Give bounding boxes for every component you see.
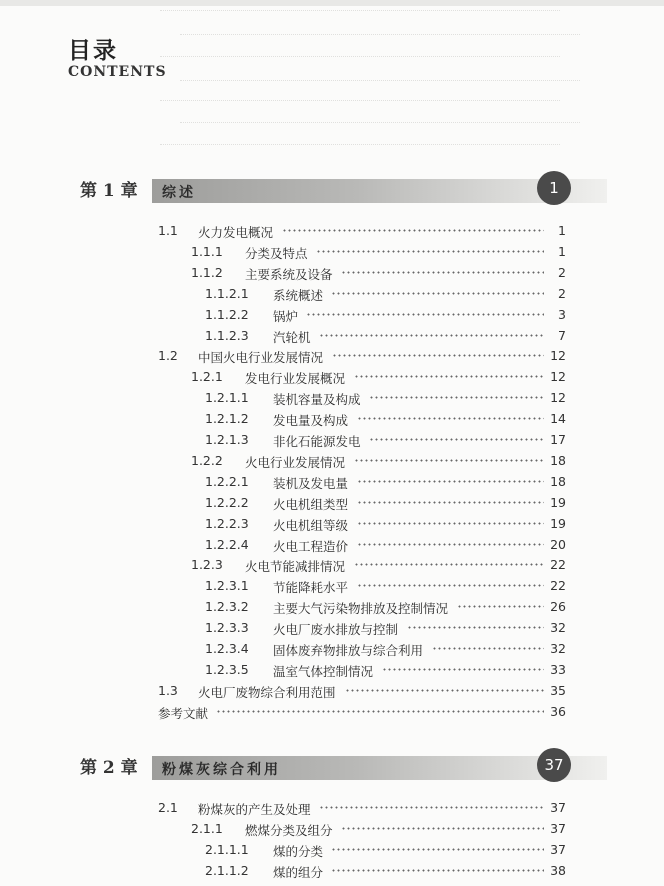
toc-entry[interactable] [0,223,664,241]
toc-entry-title: 节能降耗水平 [273,580,349,596]
toc-entry-number: 1.1.2.2 [205,306,249,322]
toc-entry[interactable] [0,432,664,450]
toc-entry[interactable] [0,265,664,283]
toc-entry[interactable] [0,328,664,346]
toc-entry-number: 1.2.3.3 [205,620,249,636]
toc-leader-dots [341,271,544,274]
toc-entry-title: 火电厂废水排放与控制 [273,622,399,638]
toc-entry-number: 2.1.1.1 [205,841,249,857]
toc-entry-number: 1.2.3.2 [205,599,249,615]
toc-entry-number: 1.2.1.3 [205,432,249,447]
toc-entry-number: 1.1.2.1 [205,285,249,301]
toc-page-number: 3 [558,306,566,322]
toc-entry-title: 煤的组分 [273,864,324,880]
toc-entry[interactable] [0,800,664,818]
toc-entry-title: 分类及特点 [245,245,308,261]
toc-entry-number: 1.2.3.4 [205,641,249,656]
bleed-through-line [160,56,560,58]
toc-leader-dots [331,869,544,872]
toc-entry-title: 发电行业发展概况 [245,371,346,387]
chapter-heading [72,748,632,782]
toc-page-number: 12 [550,348,566,364]
toc-page-number: 7 [558,327,566,343]
toc-entry[interactable] [0,369,664,387]
toc-leader-dots [357,543,544,546]
toc-entry[interactable] [0,244,664,262]
toc-page-number: 37 [550,820,566,836]
toc-entry[interactable] [0,704,664,722]
toc-entry[interactable] [0,683,664,701]
toc-entry-number: 1.2.2 [191,452,223,468]
chapter-label: 第 1 章 [80,181,138,201]
toc-entry-title: 锅炉 [273,308,299,324]
toc-page-number: 18 [550,452,566,468]
toc-leader-dots [345,689,544,692]
toc-entry-number: 1.1.2 [191,264,223,280]
toc-entry-number: 1.2.2.4 [205,536,249,552]
toc-entry[interactable] [0,411,664,429]
top-scan-strip [0,0,664,6]
toc-leader-dots [331,292,544,295]
toc-entry-number: 1.2.3.5 [205,661,249,677]
toc-leader-dots [357,417,544,420]
chapter-heading [72,171,632,205]
toc-entry-title: 粉煤灰的产生及处理 [198,802,311,817]
chapter-page-badge: 1 [537,171,571,205]
chapter-title: 粉煤灰综合利用 [162,762,281,778]
toc-entry[interactable] [0,307,664,325]
toc-entry[interactable] [0,516,664,534]
toc-entry[interactable] [0,495,664,513]
toc-page-number: 37 [550,841,566,857]
chapter-page-badge: 37 [537,748,571,782]
toc-page-number: 32 [550,641,566,656]
toc-page-number: 17 [550,432,566,447]
toc-page-number: 12 [550,369,566,385]
toc-page-number: 2 [558,264,566,280]
toc-entry-title: 装机容量及构成 [273,392,361,408]
toc-entry[interactable] [0,557,664,575]
toc-leader-dots [332,354,544,357]
toc-page-number: 22 [550,578,566,594]
toc-page-number: 19 [550,515,566,531]
toc-entry-title: 发电量及构成 [273,413,349,429]
toc-leader-dots [282,229,544,232]
toc-leader-dots [432,647,544,650]
toc-entry-title: 参考文献 [158,705,209,721]
toc-leader-dots [319,806,544,809]
toc-entry-number: 1.2.3.1 [205,578,249,594]
bleed-through-line [180,122,580,124]
toc-leader-dots [216,710,544,713]
toc-entry-title: 火力发电概况 [198,225,274,240]
toc-entry[interactable] [0,578,664,596]
toc-leader-dots [457,605,544,608]
toc-entry-number: 1.2.3 [191,557,223,573]
toc-leader-dots [306,313,544,316]
toc-page-number: 19 [550,494,566,510]
toc-entry-number: 1.2 [158,348,178,364]
toc-entry[interactable] [0,599,664,617]
toc-entry-number: 1.2.2.2 [205,494,249,510]
toc-entry-title: 系统概述 [273,287,324,303]
toc-entry-number: 1.1.2.3 [205,327,249,343]
toc-page-number: 33 [550,661,566,677]
bleed-through-line [180,80,580,82]
toc-page-number: 36 [550,703,566,719]
toc-entry-number: 2.1.1 [191,820,223,836]
page-title: 目录 [68,38,118,64]
toc-entry-title: 温室气体控制情况 [273,663,374,679]
toc-page-number: 18 [550,473,566,489]
toc-page-number: 35 [550,682,566,698]
toc-entry-title: 非化石能源发电 [273,434,361,449]
toc-leader-dots [357,522,544,525]
toc-entry-title: 火电机组类型 [273,496,349,512]
toc-entry[interactable] [0,453,664,471]
toc-entry[interactable] [0,620,664,638]
toc-leader-dots [341,827,544,830]
toc-entry-title: 火电工程造价 [273,538,349,554]
toc-entry-title: 燃煤分类及组分 [245,822,333,838]
toc-entry-number: 1.1 [158,223,178,238]
toc-entry-number: 2.1.1.2 [205,862,249,878]
toc-entry[interactable] [0,863,664,881]
bleed-through-line [180,34,580,36]
toc-entry[interactable] [0,390,664,408]
toc-entry-title: 火电行业发展情况 [245,454,346,470]
toc-leader-dots [357,501,544,504]
toc-entry-number: 1.2.1.2 [205,411,249,427]
toc-entry-number: 1.2.1.1 [205,390,249,406]
toc-page-number: 38 [550,862,566,878]
toc-entry[interactable] [0,821,664,839]
toc-entry[interactable] [0,842,664,860]
bleed-through-line [160,144,560,146]
toc-entry-title: 汽轮机 [273,329,311,345]
toc-leader-dots [382,668,544,671]
toc-page-number: 20 [550,536,566,552]
page-subtitle: CONTENTS [68,64,167,80]
chapter-title: 综述 [162,185,196,201]
bleed-through-line [160,100,560,102]
toc-leader-dots [369,438,544,441]
toc-entry[interactable] [0,348,664,366]
toc-entry-number: 1.3 [158,682,178,698]
toc-leader-dots [316,250,544,253]
toc-entry-number: 1.2.2.1 [205,473,249,489]
toc-page-number: 26 [550,599,566,615]
toc-leader-dots [357,584,544,587]
toc-entry[interactable] [0,537,664,555]
toc-entry[interactable] [0,474,664,492]
toc-entry-title: 煤的分类 [273,843,324,859]
toc-entry-number: 1.1.1 [191,243,223,259]
toc-leader-dots [319,334,544,337]
toc-page-number: 22 [550,557,566,573]
toc-entry-title: 中国火电行业发展情况 [198,350,324,366]
toc-entry-title: 装机及发电量 [273,475,349,491]
toc-entry-number: 2.1 [158,800,178,815]
toc-leader-dots [369,396,544,399]
toc-leader-dots [357,480,544,483]
toc-leader-dots [407,626,544,629]
toc-entry-title: 主要大气污染物排放及控制情况 [273,601,449,617]
toc-entry-title: 主要系统及设备 [245,266,333,282]
toc-entry-title: 火电节能减排情况 [245,559,346,575]
toc-page-number: 32 [550,620,566,636]
toc-page-number: 1 [558,223,566,238]
toc-leader-dots [354,459,544,462]
toc-page-number: 1 [558,243,566,259]
toc-entry[interactable] [0,662,664,680]
toc-entry-title: 固体废弃物排放与综合利用 [273,643,424,658]
toc-entry[interactable] [0,641,664,659]
toc-page-number: 14 [550,411,566,427]
toc-entry-number: 1.2.2.3 [205,515,249,531]
toc-entry-title: 火电厂废物综合利用范围 [198,684,336,700]
chapter-label: 第 2 章 [80,758,138,778]
toc-page-number: 2 [558,285,566,301]
toc-entry-title: 火电机组等级 [273,517,349,533]
toc-page-number: 12 [550,390,566,406]
toc-leader-dots [331,848,544,851]
toc-entry[interactable] [0,286,664,304]
bleed-through-line [160,10,560,12]
toc-leader-dots [354,563,544,566]
toc-entry-number: 1.2.1 [191,369,223,385]
toc-leader-dots [354,375,544,378]
toc-page-number: 37 [550,800,566,815]
